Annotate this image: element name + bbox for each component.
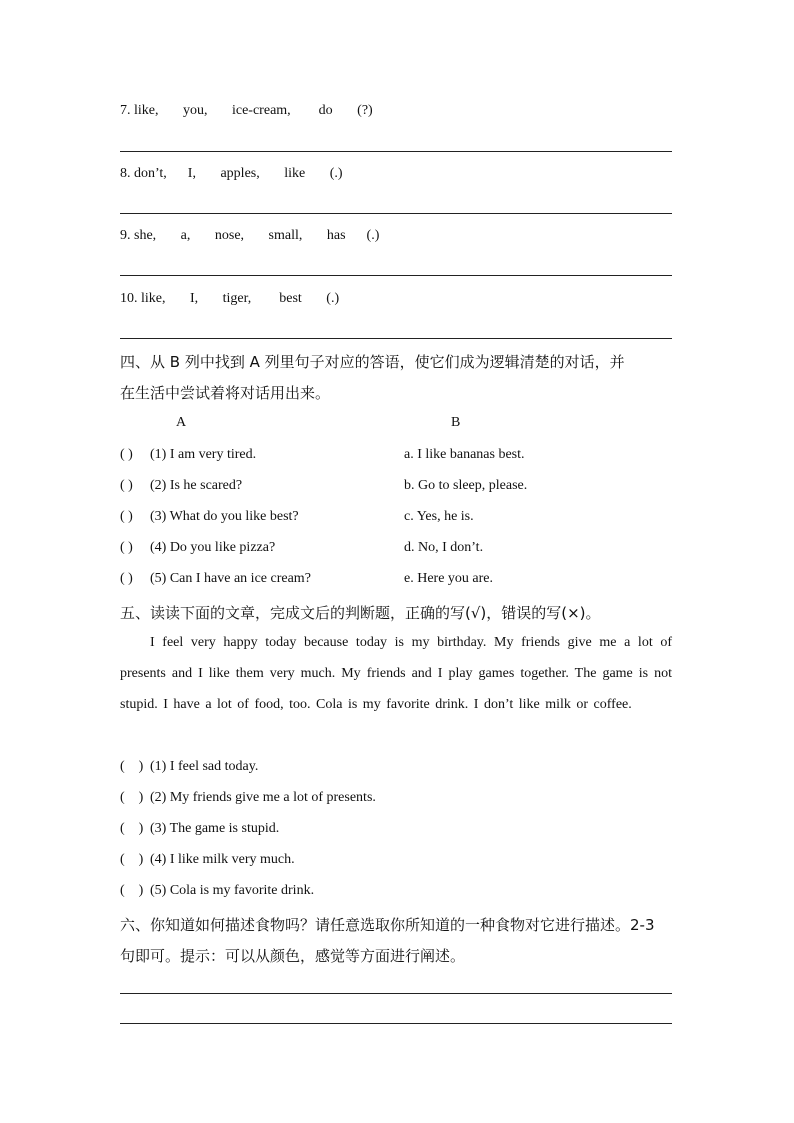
column-a-item: (3) What do you like best? [150, 509, 299, 524]
answer-blank[interactable]: ( ) [120, 852, 144, 867]
answer-blank[interactable]: ( ) [120, 571, 133, 586]
column-a-item: (2) Is he scared? [150, 478, 243, 493]
answer-line[interactable] [120, 1023, 672, 1024]
answer-blank[interactable]: ( ) [120, 759, 144, 774]
answer-blank[interactable]: ( ) [120, 790, 144, 805]
answer-line[interactable] [120, 151, 672, 152]
column-b-item: c. Yes, he is. [404, 509, 474, 524]
answer-line[interactable] [120, 213, 672, 214]
judge-item [120, 852, 295, 868]
answer-blank[interactable]: ( ) [120, 540, 133, 555]
column-a-item: (1) I am very tired. [150, 447, 257, 462]
judge-statement: (4) I like milk very much. [150, 852, 295, 867]
reorder-question-7: 7. like, you, ice-cream, do (?) [120, 103, 373, 118]
answer-line[interactable] [120, 275, 672, 276]
column-a-item: (4) Do you like pizza? [150, 540, 276, 555]
answer-blank[interactable]: ( ) [120, 509, 133, 524]
section6-title-line2: 句即可。提示：可以从颜色，感觉等方面进行阐述。 [120, 947, 466, 965]
judge-item [120, 759, 258, 775]
match-row [120, 509, 672, 529]
answer-line[interactable] [120, 338, 672, 339]
column-b-header: B [451, 415, 461, 430]
reorder-question-8: 8. don’t, I, apples, like (.) [120, 166, 343, 181]
reorder-question-9: 9. she, a, nose, small, has (.) [120, 228, 380, 243]
answer-blank[interactable]: ( ) [120, 478, 133, 493]
answer-line[interactable] [120, 993, 672, 994]
column-b-item: a. I like bananas best. [404, 447, 525, 462]
judge-statement: (5) Cola is my favorite drink. [150, 883, 315, 898]
judge-item [120, 790, 376, 806]
passage-text: I feel very happy today because today is my birthday. My friends give me a lot of presents and I like them very much. My friends and I play games together. The game is not stupid. I have a lot of food, too. Cola is my favorite drink. I don’t like milk or coffee. [120, 635, 672, 712]
judge-item [120, 883, 314, 899]
judge-statement: (3) The game is stupid. [150, 821, 280, 836]
column-b-item: b. Go to sleep, please. [404, 478, 528, 493]
judge-item [120, 821, 279, 837]
answer-blank[interactable]: ( ) [120, 447, 133, 462]
judge-statement: (2) My friends give me a lot of presents. [150, 790, 376, 805]
section4-title-line1: 四、从 B 列中找到 A 列里句子对应的答语，使它们成为逻辑清楚的对话，并 [120, 353, 625, 371]
match-row [120, 478, 672, 498]
section5-title: 五、读读下面的文章，完成文后的判断题，正确的写(√)，错误的写(×)。 [120, 604, 601, 622]
match-row [120, 571, 672, 591]
reading-passage [120, 627, 672, 720]
judge-statement: (1) I feel sad today. [150, 759, 259, 774]
column-a-header: A [176, 415, 187, 430]
section6-title-line1: 六、你知道如何描述食物吗？请任意选取你所知道的一种食物对它进行描述。2-3 [120, 916, 655, 934]
match-row [120, 540, 672, 560]
answer-blank[interactable]: ( ) [120, 883, 144, 898]
answer-blank[interactable]: ( ) [120, 821, 144, 836]
column-b-item: d. No, I don’t. [404, 540, 484, 555]
reorder-question-10: 10. like, I, tiger, best (.) [120, 291, 340, 306]
column-a-item: (5) Can I have an ice cream? [150, 571, 311, 586]
section4-title-line2: 在生活中尝试着将对话用出来。 [120, 384, 331, 402]
match-row [120, 447, 672, 467]
column-b-item: e. Here you are. [404, 571, 494, 586]
